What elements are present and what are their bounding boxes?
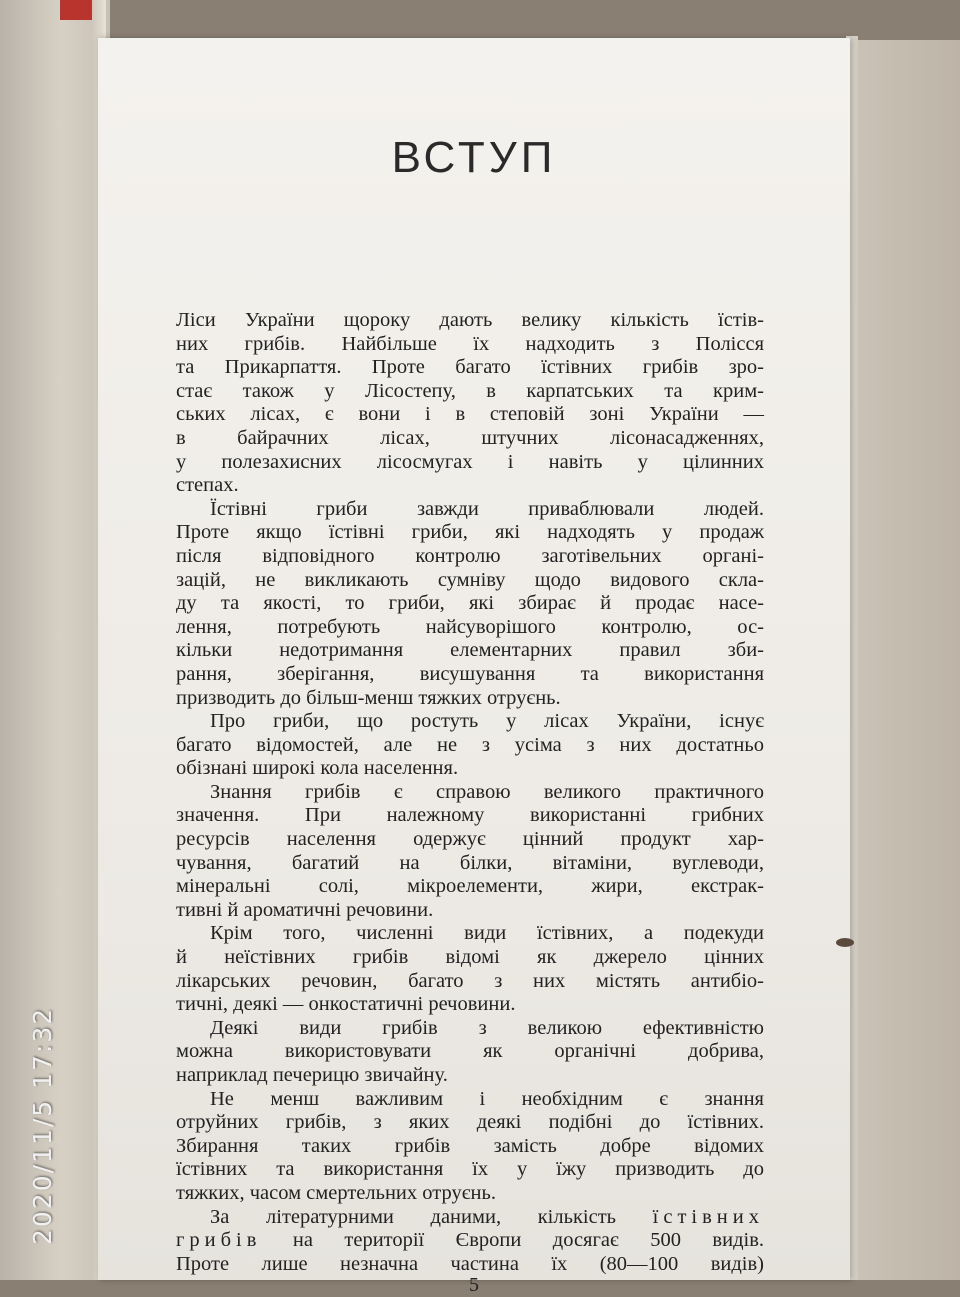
text-line: тичні, деякі — онкостатичні речовини. [176, 993, 516, 1016]
text-line: та Прикарпаття. Проте багато їстівних грибів зро- [176, 356, 764, 379]
spaced-word: грибів [176, 1229, 262, 1252]
text-segment: на території Європи досягає 500 видів. [292, 1229, 764, 1252]
text-line: тяжких, часом смертельних отруєнь. [176, 1181, 496, 1204]
text-line: степах. [176, 474, 239, 497]
text-line: наприклад печерицю звичайну. [176, 1064, 448, 1086]
red-spine [60, 0, 92, 20]
text-line: ресурсів населення одержує цінний продукт хар- [176, 828, 764, 851]
text-line [176, 1206, 764, 1230]
text-line: Збирання таких грибів замість добре відомих [176, 1134, 764, 1157]
text-line: Проте якщо їстівні гриби, які надходять у продаж [176, 521, 764, 544]
photo-timestamp: 2020/11/5 17:32 [28, 1006, 57, 1245]
text-line: призводить до більш-менш тяжких отруєнь. [176, 686, 561, 709]
text-line: Не менш важливим і необхідним є знання [210, 1087, 764, 1110]
text-line: Ліси України щороку дають велику кількість їстів- [176, 309, 764, 331]
body-text [176, 309, 764, 1276]
page-number: 5 [469, 1274, 479, 1296]
text-line: обізнані широкі кола населення. [176, 757, 459, 780]
text-line: тивні й ароматичні речовини. [176, 898, 434, 921]
text-line: мінеральні солі, мікроелементи, жири, екстрак- [176, 875, 764, 898]
book-page [98, 38, 850, 1296]
text-line: ду та якості, то гриби, які збирає й продає насе- [176, 592, 764, 615]
text-line: значення. При належному використанні грибних [176, 804, 764, 827]
text-segment: За літературними даними, кількість [210, 1205, 617, 1228]
text-line: у полезахисних лісосмугах і навіть у цілинних [176, 450, 764, 473]
text-line: лікарських речовин, багато з них містять антибіо- [176, 969, 764, 992]
text-line: рання, зберігання, висушування та використання [176, 662, 764, 685]
page-damage-hole [836, 938, 854, 947]
text-line: лення, потребують найсуворішого контролю, ос- [176, 615, 764, 638]
text-line: після відповідного контролю заготівельних органі- [176, 544, 764, 567]
text-line: в байрачних лісах, штучних лісонасадженнях, [176, 426, 764, 449]
text-line: Їстівні гриби завжди приваблювали людей. [210, 497, 764, 520]
text-line: Деякі види грибів з великою ефективністю [210, 1016, 764, 1039]
text-line: отруйних грибів, з яких деякі подібні до їстівних. [176, 1111, 764, 1134]
text-line: Проте лише незначна частина їх (80—100 видів) [176, 1252, 764, 1275]
text-line [176, 1229, 764, 1253]
text-line: Про гриби, що ростуть у лісах України, існує [210, 710, 764, 733]
text-line: Крім того, численні види їстівних, а подекуди [210, 922, 764, 945]
text-line: ських лісах, є вони і в степовій зоні України — [176, 403, 764, 426]
text-line: й неїстівних грибів відомі як джерело цінних [176, 946, 764, 969]
chapter-title: ВСТУП [391, 133, 557, 182]
text-line: зацій, не викликають сумніву щодо видового скла- [176, 568, 764, 591]
text-line: них грибів. Найбільше їх надходить з Полісся [176, 332, 764, 355]
text-line: кільки недотримання елементарних правил зби- [176, 639, 764, 662]
text-line: Знання грибів є справою великого практичного [210, 780, 764, 803]
text-line: їстівних та використання їх у їжу призводить до [176, 1158, 764, 1181]
text-line: стає також у Лісостепу, в карпатських та крим- [176, 379, 764, 402]
text-line: чування, багатий на білки, вітаміни, вуглеводи, [176, 851, 764, 874]
text-line: багато відомостей, але не з усіма з них достатньо [176, 733, 764, 756]
text-line: можна використовувати як органічні добрива, [176, 1040, 764, 1063]
spaced-word: їстівних [652, 1205, 764, 1228]
right-cover [850, 40, 960, 1280]
